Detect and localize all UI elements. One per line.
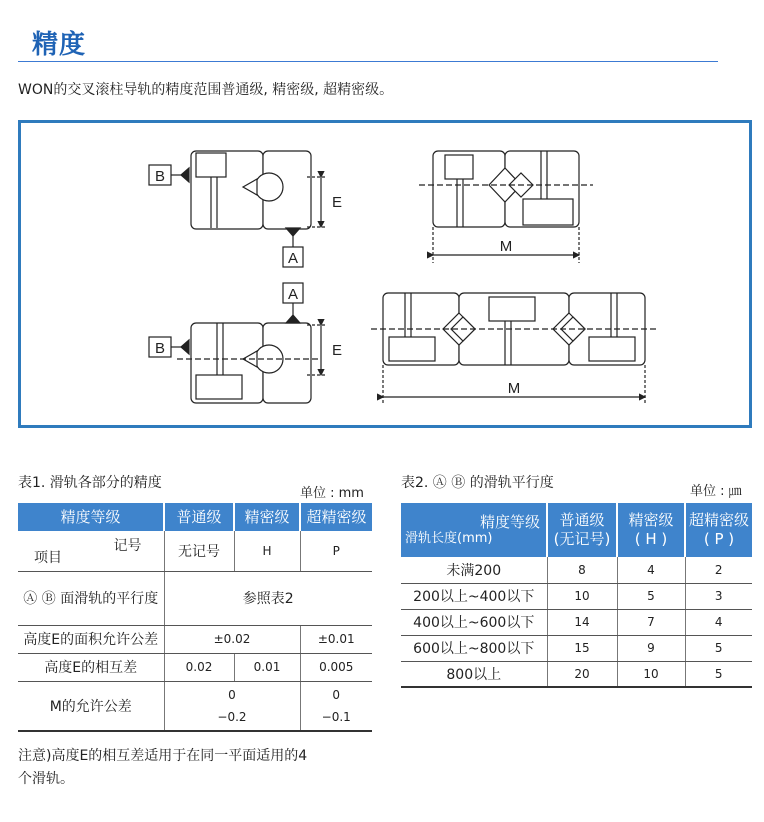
t2-row4-v2: 10 <box>617 661 685 687</box>
t2-row3-v2: 9 <box>617 635 685 661</box>
t2-row4-v3: 5 <box>714 666 723 681</box>
t1-row-height-diff-v3: 0.005 <box>300 653 372 681</box>
t1-row-m-tol-v1-bot: −0.2 <box>217 709 247 724</box>
table1-caption: 表1. 滑轨各部分的精度 <box>18 475 162 491</box>
precision-diagram <box>18 120 752 428</box>
t1-code-normal: 无记号 <box>164 531 234 571</box>
label-a-bottom: A <box>287 286 299 303</box>
t1-row-height-diff-v2: 0.01 <box>234 653 300 681</box>
t1-header-normal: 普通级 <box>164 503 234 531</box>
t2-row3-range: 600以上~800以下 <box>401 635 547 661</box>
t1-row-m-tol-v2-bot: −0.1 <box>321 709 351 724</box>
t2-row3-v1: 15 <box>547 635 617 661</box>
label-m-top: M <box>499 238 513 255</box>
label-b-top: B <box>154 168 166 185</box>
t1-row-height-tol-v2: ±0.01 <box>300 625 372 653</box>
label-b-bottom: B <box>154 340 166 357</box>
label-m-bottom: M <box>507 380 521 397</box>
footnote-line1: 注意)高度E的相互差适用于在同一平面适用的4 <box>18 748 308 764</box>
t1-row-height-tol-v1: ±0.02 <box>164 625 300 653</box>
title-divider <box>18 61 718 62</box>
table-row <box>401 557 752 583</box>
t1-row-parallel-value: 参照表2 <box>164 571 372 625</box>
table2-caption: 表2. Ⓐ Ⓑ 的滑轨平行度 <box>401 475 554 491</box>
t1-row-m-tol-v1 <box>164 681 300 731</box>
t1-row-height-diff-v1: 0.02 <box>164 653 234 681</box>
table-row <box>401 583 752 609</box>
table2-parallelism <box>401 503 752 688</box>
footnote-line2: 个滑轨。 <box>18 771 74 787</box>
t1-code-precision: H <box>234 531 300 571</box>
t2-row2-v2: 7 <box>617 609 685 635</box>
t1-row-m-tol-label: M的允许公差 <box>18 681 164 731</box>
page-title: 精度 <box>32 30 87 60</box>
t2-header-precision <box>617 503 685 557</box>
t2-header-precision-bot: ( H ) <box>634 530 668 548</box>
t1-row-m-tol-v2-top: 0 <box>332 687 341 702</box>
t2-row0-v1: 8 <box>547 557 617 583</box>
t1-code-super: P <box>300 531 372 571</box>
t2-header-super-bot: ( P ) <box>703 530 735 548</box>
t2-row4-v1: 20 <box>547 661 617 687</box>
t2-header-grade-length <box>401 503 547 557</box>
t2-row2-v1: 14 <box>547 609 617 635</box>
t1-row-height-tol-label: 高度E的面积允许公差 <box>18 625 164 653</box>
t1-subheader-item-code <box>18 531 164 571</box>
t1-row-m-tol-v1-top: 0 <box>228 687 236 702</box>
t2-row1-range: 200以上~400以下 <box>401 583 547 609</box>
table-row <box>401 609 752 635</box>
label-e-top: E <box>331 194 343 211</box>
table-row <box>401 661 752 687</box>
t2-header-normal-top: 普通级 <box>559 511 605 530</box>
t1-header-grade: 精度等级 <box>18 503 164 531</box>
t2-row1-v3: 3 <box>685 583 752 609</box>
t2-header-normal-bot: (无记号) <box>553 530 611 548</box>
diagram-drawing <box>21 123 755 431</box>
intro-text: WON的交叉滚柱导轨的精度范围普通级, 精密级, 超精密级。 <box>18 82 394 98</box>
t1-row-m-tol-v2 <box>300 681 372 731</box>
table-row <box>401 635 752 661</box>
t2-header-length: 滑轨长度(mm) <box>405 531 493 547</box>
t2-row0-v2: 4 <box>617 557 685 583</box>
table1-unit: 单位 : mm <box>300 486 364 501</box>
t1-subheader-code: 记号 <box>113 538 142 554</box>
table2-unit: 单位 : ㎛ <box>690 484 742 499</box>
t2-header-precision-top: 精密级 <box>628 511 674 530</box>
t2-row2-range: 400以上~600以下 <box>401 609 547 635</box>
t1-subheader-item: 项目 <box>34 549 62 566</box>
label-e-bottom: E <box>331 342 343 359</box>
t1-row-height-diff-label: 高度E的相互差 <box>18 653 164 681</box>
t2-row1-v1: 10 <box>547 583 617 609</box>
t2-header-super <box>685 503 752 557</box>
t2-row1-v2: 5 <box>617 583 685 609</box>
t2-row3-v3: 5 <box>685 635 752 661</box>
label-a-top: A <box>287 250 299 267</box>
t1-header-super: 超精密级 <box>300 503 372 531</box>
t2-header-grade: 精度等级 <box>479 512 540 531</box>
t2-row2-v3: 4 <box>685 609 752 635</box>
t2-header-super-top: 超精密级 <box>688 511 749 530</box>
footnote <box>18 745 378 791</box>
t2-row4-range: 800以上 <box>401 661 547 687</box>
t1-row-parallel-label: Ⓐ Ⓑ 面滑轨的平行度 <box>18 571 164 625</box>
t2-row0-range: 未满200 <box>401 557 547 583</box>
t2-header-normal <box>547 503 617 557</box>
t2-row0-v3: 2 <box>685 557 752 583</box>
t1-header-precision: 精密级 <box>234 503 300 531</box>
table1-rail-precision <box>18 503 372 732</box>
